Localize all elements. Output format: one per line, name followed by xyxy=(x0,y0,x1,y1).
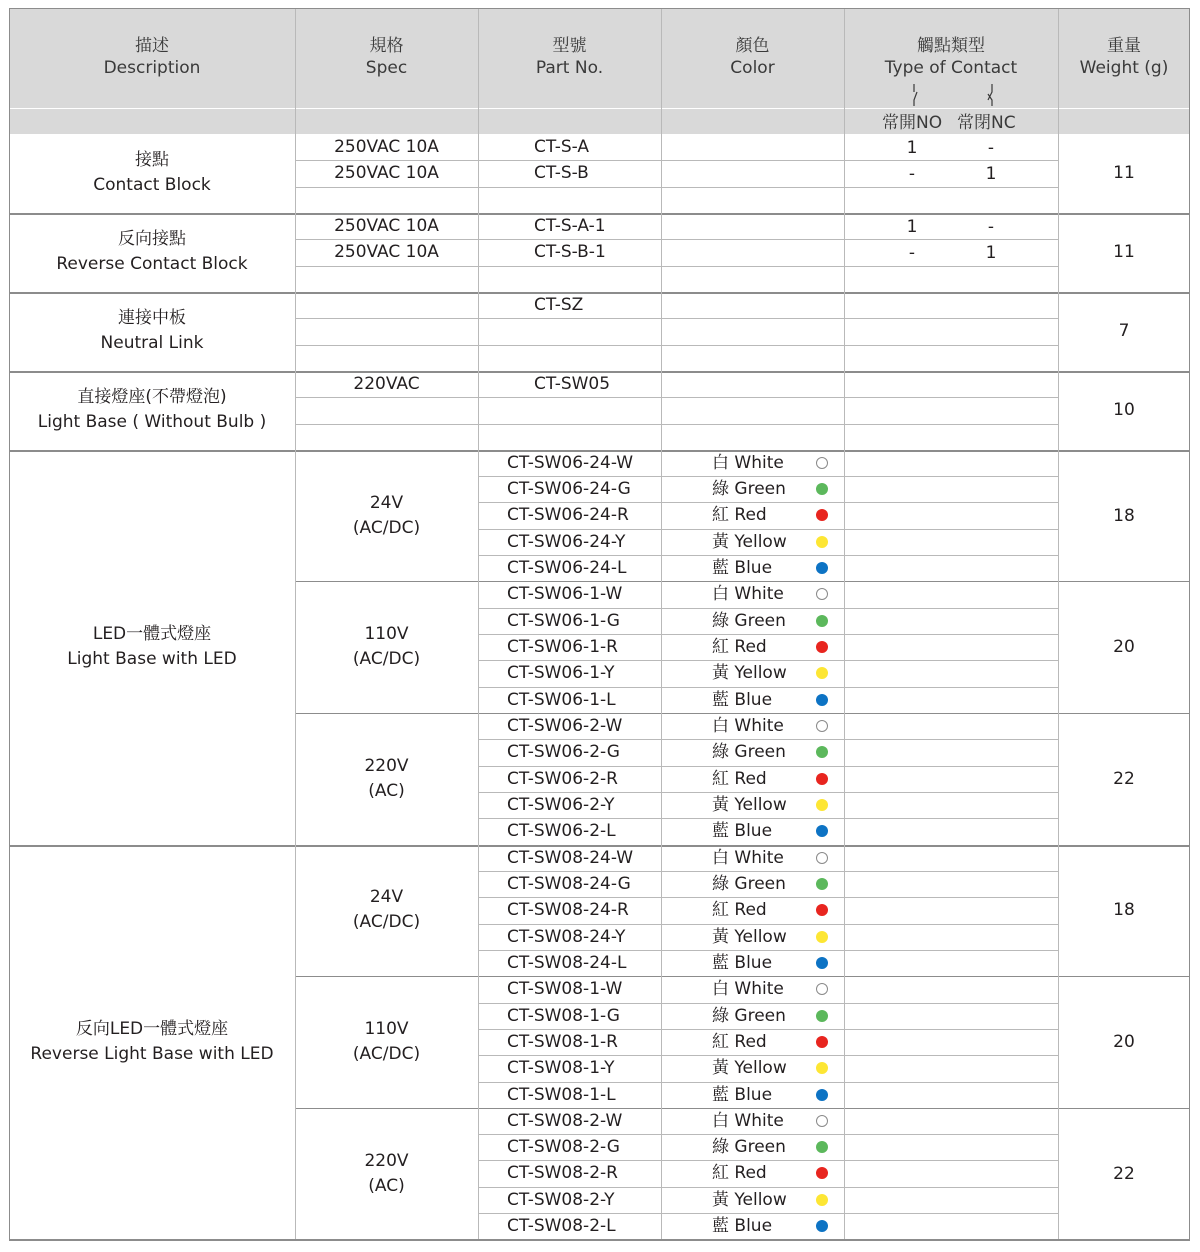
description-cell-line: Neutral Link xyxy=(100,333,204,354)
product-spec-table xyxy=(9,8,1190,1245)
color-label: 黃 Yellow xyxy=(712,1058,787,1079)
part-number-cell: CT-SW06-2-L xyxy=(507,821,616,842)
color-label: 紅 Red xyxy=(712,637,767,658)
description-cell-line: Reverse Contact Block xyxy=(56,254,248,275)
part-number-cell: CT-S-B xyxy=(534,163,589,184)
blue-dot-icon xyxy=(816,694,828,706)
color-label: 綠 Green xyxy=(712,742,786,763)
yellow-dot-icon xyxy=(816,536,828,548)
spec-cell: 250VAC 10A xyxy=(334,137,439,157)
header-spec: 規格 Spec xyxy=(365,36,408,78)
spec-cell xyxy=(295,1017,478,1067)
part-number-cell: CT-SW06-1-L xyxy=(507,689,616,710)
white-dot-icon xyxy=(816,457,828,469)
contact-no-cell: 1 xyxy=(906,216,918,237)
description-cell-line: 反向LED一體式燈座 xyxy=(75,1019,229,1040)
contact-nc-cell: - xyxy=(987,216,995,237)
color-label: 白 White xyxy=(712,979,784,1000)
spec-cell: 250VAC 10A xyxy=(334,163,439,184)
color-label: 黃 Yellow xyxy=(712,663,787,684)
color-label: 紅 Red xyxy=(712,1031,767,1052)
table-body xyxy=(9,8,1190,1245)
part-number-cell: CT-SW08-2-G xyxy=(507,1137,620,1158)
description-cell-line: LED一體式燈座 xyxy=(92,624,212,645)
white-dot-icon xyxy=(816,588,828,600)
description-cell xyxy=(9,1017,295,1067)
description-cell-line: 直接燈座(不帶燈泡) xyxy=(77,387,227,408)
part-number-cell: CT-SW08-1-W xyxy=(507,979,623,1000)
red-dot-icon xyxy=(816,641,828,653)
red-dot-icon xyxy=(816,1167,828,1179)
color-label: 紅 Red xyxy=(712,768,767,789)
color-label: 藍 Blue xyxy=(712,952,773,973)
part-number-cell: CT-SZ xyxy=(534,294,584,315)
blue-dot-icon xyxy=(816,1220,828,1232)
color-label: 藍 Blue xyxy=(712,1084,773,1105)
part-number-cell: CT-SW06-1-R xyxy=(507,637,618,658)
part-number-cell: CT-SW08-2-W xyxy=(507,1110,623,1131)
part-number-cell: CT-SW08-1-Y xyxy=(507,1058,615,1079)
part-number-cell: CT-SW08-24-L xyxy=(507,952,627,973)
spec-cell-line: (AC) xyxy=(368,780,405,801)
white-dot-icon xyxy=(816,720,828,732)
spec-cell-line: 24V xyxy=(369,887,404,908)
description-cell-line: Contact Block xyxy=(93,175,211,196)
weight-cell: 22 xyxy=(1113,768,1135,789)
part-number-cell: CT-S-A-1 xyxy=(534,215,606,236)
header-no: 常開NO xyxy=(882,113,943,133)
yellow-dot-icon xyxy=(816,1194,828,1206)
green-dot-icon xyxy=(816,483,828,495)
header-description: 描述 Description xyxy=(103,36,201,78)
red-dot-icon xyxy=(816,773,828,785)
part-number-cell: CT-SW08-24-W xyxy=(507,847,634,868)
color-label: 藍 Blue xyxy=(712,689,773,710)
white-dot-icon xyxy=(816,1115,828,1127)
blue-dot-icon xyxy=(816,825,828,837)
part-number-cell: CT-SW06-2-R xyxy=(507,768,618,789)
spec-cell-line: (AC/DC) xyxy=(352,649,421,670)
weight-cell: 7 xyxy=(1118,321,1130,342)
spec-cell: 250VAC 10A xyxy=(334,242,439,263)
part-number-cell: CT-SW06-2-Y xyxy=(507,795,615,815)
green-dot-icon xyxy=(816,615,828,627)
color-label: 藍 Blue xyxy=(712,821,773,842)
description-cell xyxy=(9,385,295,435)
color-label: 黃 Yellow xyxy=(712,531,787,552)
spec-cell xyxy=(295,885,478,935)
part-number-cell: CT-SW08-24-Y xyxy=(507,926,626,947)
part-number-cell: CT-SW06-24-G xyxy=(507,479,631,500)
part-number-cell: CT-SW06-1-W xyxy=(507,584,623,605)
description-cell-line: 反向接點 xyxy=(118,229,186,250)
description-cell xyxy=(9,622,295,672)
part-number-cell: CT-SW05 xyxy=(534,373,611,394)
color-label: 紅 Red xyxy=(712,1163,767,1184)
contact-nc-cell: 1 xyxy=(985,164,997,185)
weight-cell: 22 xyxy=(1113,1163,1135,1184)
green-dot-icon xyxy=(816,1141,828,1153)
color-label: 黃 Yellow xyxy=(712,1189,787,1210)
part-number-cell: CT-SW06-24-Y xyxy=(507,531,626,552)
part-number-cell: CT-S-B-1 xyxy=(534,242,606,263)
green-dot-icon xyxy=(816,878,828,890)
spec-cell-line: 110V xyxy=(364,624,409,645)
yellow-dot-icon xyxy=(816,799,828,811)
description-cell-line: Reverse Light Base with LED xyxy=(30,1044,274,1065)
color-label: 綠 Green xyxy=(712,610,786,631)
color-label: 綠 Green xyxy=(712,1005,786,1026)
spec-cell-line: (AC) xyxy=(368,1175,405,1196)
color-label: 藍 Blue xyxy=(712,1216,773,1237)
spec-cell-line: (AC/DC) xyxy=(352,1044,421,1065)
spec-cell xyxy=(295,491,478,541)
contact-nc-cell: 1 xyxy=(985,243,997,264)
part-number-cell: CT-SW06-1-G xyxy=(507,610,620,631)
header-nc: 常閉NC xyxy=(957,113,1016,133)
spec-cell-line: 110V xyxy=(364,1019,409,1040)
white-dot-icon xyxy=(816,983,828,995)
color-label: 白 White xyxy=(712,452,784,473)
color-label: 紅 Red xyxy=(712,505,767,526)
red-dot-icon xyxy=(816,904,828,916)
part-number-cell: CT-SW08-2-L xyxy=(507,1216,616,1237)
blue-dot-icon xyxy=(816,562,828,574)
weight-cell: 20 xyxy=(1113,1032,1135,1053)
yellow-dot-icon xyxy=(816,667,828,679)
weight-cell: 10 xyxy=(1113,400,1135,421)
header-contact-type: 觸點類型 Type of Contact xyxy=(884,36,1018,78)
blue-dot-icon xyxy=(816,957,828,969)
header-part-no: 型號 Part No. xyxy=(535,36,604,78)
color-label: 白 White xyxy=(712,584,784,605)
yellow-dot-icon xyxy=(816,931,828,943)
color-label: 綠 Green xyxy=(712,873,786,894)
contact-no-cell: - xyxy=(908,243,916,264)
color-label: 藍 Blue xyxy=(712,558,773,579)
part-number-cell: CT-SW08-1-G xyxy=(507,1005,620,1026)
color-label: 白 White xyxy=(712,1110,784,1131)
part-number-cell: CT-SW08-2-Y xyxy=(507,1189,615,1210)
part-number-cell: CT-S-A xyxy=(534,137,590,157)
green-dot-icon xyxy=(816,1010,828,1022)
green-dot-icon xyxy=(816,746,828,758)
color-label: 綠 Green xyxy=(712,1137,786,1158)
part-number-cell: CT-SW06-2-G xyxy=(507,742,620,763)
part-number-cell: CT-SW08-1-L xyxy=(507,1084,616,1105)
red-dot-icon xyxy=(816,509,828,521)
part-number-cell: CT-SW08-1-R xyxy=(507,1031,618,1052)
spec-cell xyxy=(295,754,478,804)
weight-cell: 18 xyxy=(1113,900,1135,921)
description-cell-line: 連接中板 xyxy=(118,308,186,329)
contact-no-cell: - xyxy=(908,164,916,185)
weight-cell: 11 xyxy=(1113,242,1135,263)
description-cell xyxy=(9,227,295,277)
part-number-cell: CT-SW06-1-Y xyxy=(507,663,615,684)
part-number-cell: CT-SW06-2-W xyxy=(507,716,623,737)
color-label: 白 White xyxy=(712,847,784,868)
header-weight: 重量 Weight (g) xyxy=(1079,36,1169,78)
part-number-cell: CT-SW08-24-R xyxy=(507,900,629,921)
contact-no-cell: 1 xyxy=(906,138,918,158)
spec-cell-line: 24V xyxy=(369,492,404,513)
spec-cell-line: (AC/DC) xyxy=(352,517,421,538)
description-cell-line: 接點 xyxy=(135,150,169,171)
yellow-dot-icon xyxy=(816,1062,828,1074)
weight-cell: 18 xyxy=(1113,505,1135,526)
description-cell-line: Light Base with LED xyxy=(67,649,237,670)
description-cell-line: Light Base ( Without Bulb ) xyxy=(37,412,267,433)
color-label: 黃 Yellow xyxy=(712,795,787,815)
spec-cell-line: (AC/DC) xyxy=(352,912,421,933)
part-number-cell: CT-SW06-24-R xyxy=(507,505,629,526)
blue-dot-icon xyxy=(816,1089,828,1101)
part-number-cell: CT-SW06-24-L xyxy=(507,558,627,579)
color-label: 紅 Red xyxy=(712,900,767,921)
spec-cell xyxy=(295,622,478,672)
white-dot-icon xyxy=(816,852,828,864)
weight-cell: 20 xyxy=(1113,637,1135,658)
part-number-cell: CT-SW08-2-R xyxy=(507,1163,618,1184)
spec-cell-line: 220V xyxy=(364,1150,409,1171)
description-cell xyxy=(9,306,295,356)
header-color: 顏色 Color xyxy=(730,36,775,78)
color-label: 黃 Yellow xyxy=(712,926,787,947)
contact-nc-cell: - xyxy=(987,138,995,158)
description-cell xyxy=(9,148,295,198)
spec-cell: 250VAC 10A xyxy=(334,215,439,236)
red-dot-icon xyxy=(816,1036,828,1048)
part-number-cell: CT-SW08-24-G xyxy=(507,873,631,894)
spec-cell: 220VAC xyxy=(353,373,420,394)
color-label: 綠 Green xyxy=(712,479,786,500)
color-label: 白 White xyxy=(712,716,784,737)
spec-cell-line: 220V xyxy=(364,755,409,776)
spec-cell xyxy=(295,1149,478,1199)
part-number-cell: CT-SW06-24-W xyxy=(507,452,634,473)
weight-cell: 11 xyxy=(1113,163,1135,184)
